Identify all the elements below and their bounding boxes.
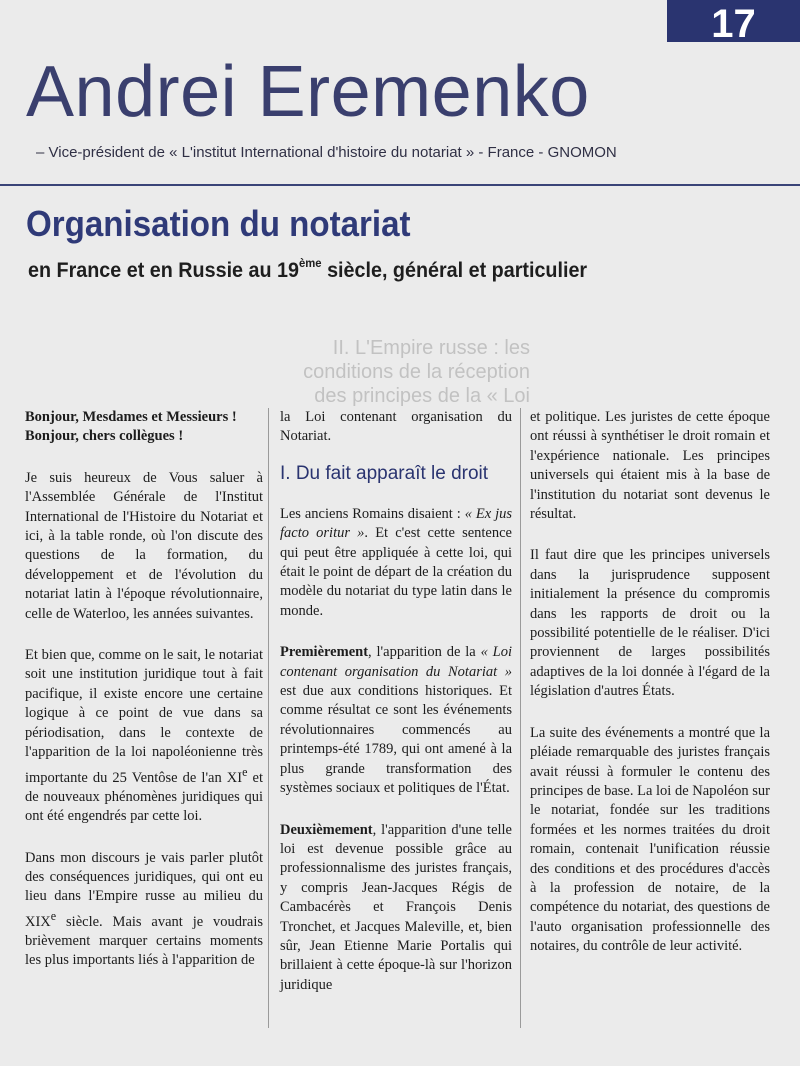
article-subtitle — [28, 257, 587, 285]
greeting — [25, 408, 263, 447]
paragraph-text: , l'apparition de la — [368, 644, 481, 661]
law-title: « Loi contenant organisation du Notariat » — [280, 644, 513, 680]
paragraph-text: Dans mon discours je vais parler plutôt des conséquences juridiques, qui ont eu lieu dans l'Empire russe au milieu du XIX — [25, 849, 263, 930]
subtitle-superscript: ème — [298, 256, 322, 270]
show-through-line: conditions de la réception — [303, 361, 530, 383]
show-through-line: II. L'Empire russe : les — [332, 337, 530, 359]
show-through-line: des principes de la « Loi — [314, 385, 530, 407]
latin-quote: « Ex jus facto oritur » — [280, 505, 512, 542]
paragraph — [280, 505, 512, 621]
page-number: 17 — [667, 0, 800, 42]
greeting-line: Bonjour, chers collègues ! — [25, 428, 184, 445]
paragraph — [25, 646, 263, 826]
article-column-1 — [25, 408, 263, 993]
paragraph — [280, 821, 512, 996]
paragraph-text: , l'apparition d'une telle loi est devenue possible grâce au professionnalisme des juristes français, y compris Jean-Jacques Régis de Cambacérès et François Denis Tronchet, et Jacques Maleville, et, bien sûr, Jean Etienne Marie Portalis qui brillaient à cette époque-là sur l'horizon juridique — [280, 821, 512, 993]
paragraph-text: est due aux conditions historiques. Et comme résultat ce sont les événements révolutionnaires commencés au printemps-été 1789, qui ont amené à la plus grande transformation des systèmes sociaux et politiques de l'État. — [280, 683, 512, 797]
paragraph-text: siècle. Mais avant je voudrais brièvement marquer certains moments les plus importants liés à l'apparition de — [25, 913, 263, 969]
subtitle-text-end: siècle, général et particulier — [321, 259, 588, 282]
paragraph: Je suis heureux de Vous saluer à l'Assemblée Générale de l'Institut International de l'Histoire du Notariat et ici, à la table ronde, où l'on discute des questions de la formation, du développement et de l'évolution du notariat latin à l'époque révolutionnaire, celle de Waterloo, les années suivantes. — [25, 469, 263, 622]
emphasis: Premièrement — [280, 644, 369, 661]
author-name: Andrei Eremenko — [26, 52, 590, 132]
header-divider — [0, 184, 800, 186]
article-column-3 — [530, 408, 770, 979]
superscript: e — [50, 908, 57, 923]
paragraph-text: Et bien que, comme on le sait, le notariat soit une institution juridique tout à fait pacifique, il existe encore une certaine logique à ce point de vue dans sa périodisation, dans le contexte de l'apparition de la loi napoléonienne très importante du 25 Ventôse de l'an XI — [25, 647, 263, 786]
paragraph: La suite des événements a montré que la pléiade remarquable des juristes français avait réussi à formuler le contenu des principes de base. La loi de Napoléon sur le notariat, fondée sur les traditions formées et les normes traitées du droit romain, contenait l'unification réussie des conditions et des procédures d'accès à la profession de notaire, de la compétence du notariat, des questions de l'auto organisation professionnelle des notaires, du contrôle de leur activité. — [530, 724, 770, 955]
column-divider — [520, 408, 521, 1028]
superscript: e — [242, 764, 248, 779]
article-column-2 — [280, 408, 512, 1017]
paragraph: Il faut dire que les principes universels dans la jurisprudence supposent initialement la présence du compromis dans les rapports de droit ou la possibilité potentielle de le réaliser. D'ici proviennent de larges possibilités adaptives de la loi donnée à l'égard de la législation d'autres États. — [530, 547, 770, 700]
paragraph: et politique. Les juristes de cette époque ont réussi à synthétiser le droit romain et l'expérience nationale. Les principes universels qui étaient mis à la base de l'institution du notariat sont devenus le résultat. — [530, 409, 770, 523]
paragraph — [25, 849, 263, 971]
article-title: Organisation du notariat — [26, 203, 411, 244]
section-heading: I. Du fait apparaît le droit — [280, 462, 489, 484]
subtitle-text-start: en France et en Russie au 19 — [28, 259, 299, 282]
author-affiliation: – Vice-président de « L'institut International d'histoire du notariat » - France - GNOMON — [36, 144, 617, 161]
paragraph-text: Les anciens Romains disaient : — [280, 505, 465, 522]
greeting-line: Bonjour, Mesdames et Messieurs ! — [25, 409, 237, 425]
paragraph-text: et de nouveaux phénomènes juridiques qui ont été engendrés par cette loi. — [25, 769, 264, 825]
paragraph — [280, 643, 512, 798]
paragraph-text: . Et c'est cette sentence qui peut être appliquée à cette loi, qui était le point de départ de la création du modèle du notariat du type latin dans le monde. — [280, 525, 512, 619]
emphasis: Deuxièmement — [280, 821, 373, 838]
column-divider — [268, 408, 269, 1028]
show-through-text — [300, 336, 530, 408]
paragraph: la Loi contenant organisation du Notariat. — [280, 409, 512, 445]
